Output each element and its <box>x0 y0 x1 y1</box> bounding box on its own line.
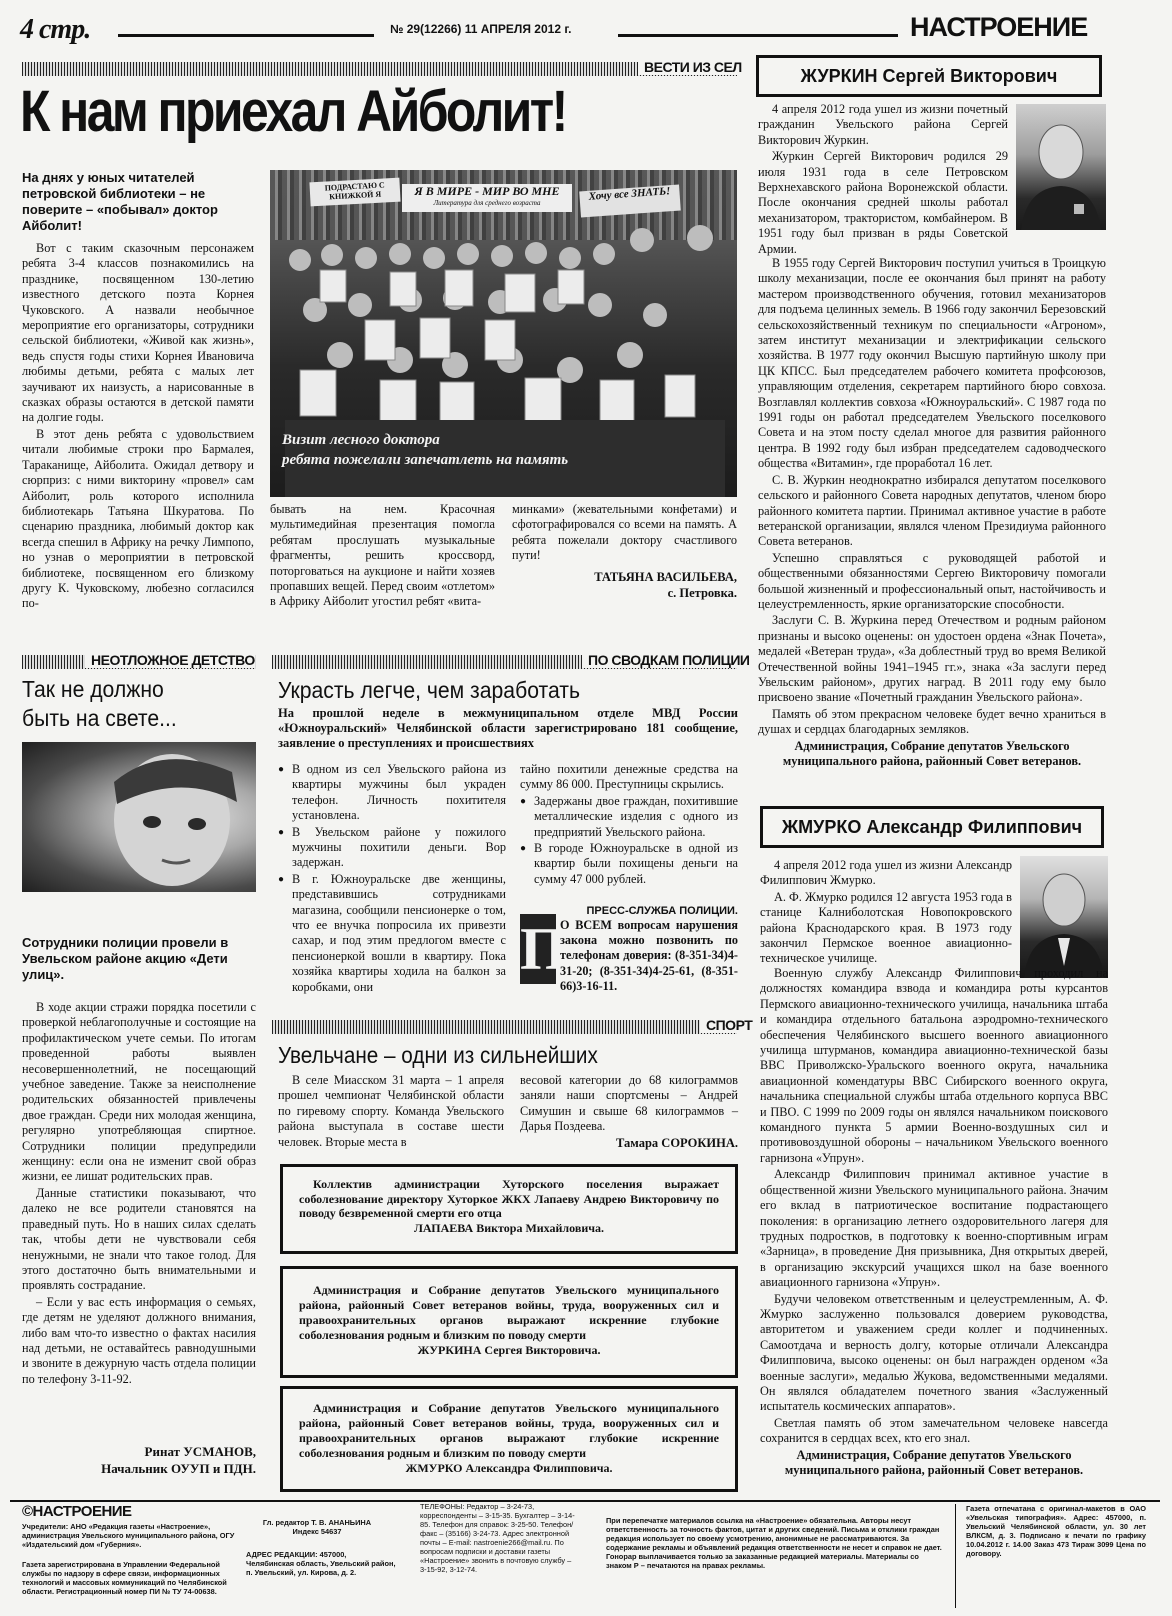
zhurkin-paragraph: Успешно справляться с руководящей работой и общественными обязанностями Сергею Викторовичу помогали большой жизненный и профессиональный опыт, настойчивость и целеустремленность, яркие организаторские способности. <box>758 550 1106 611</box>
issue-info: № 29(12266) 11 АПРЕЛЯ 2012 г. <box>390 22 572 36</box>
aibolit-col3 <box>512 502 737 565</box>
sport-author: Тамара СОРОКИНА. <box>616 1136 738 1150</box>
police-item: ● В г. Южноуральске две женщины, представившись сотрудниками магазина, сообщили пенсионерке о том, что ее внучка попросила их привезти сахар, и под этим предлогом вместе с пенсионеркой вошли в квартиру. Пока хозяйка квартиры ходила на балкон за коробками, они <box>278 872 506 995</box>
photo-banner-main: Я В МИРЕ - МИР ВО МНЕ <box>414 184 560 198</box>
sport-col2 <box>520 1073 738 1136</box>
aibolit-paragraph: В этот день ребята с удовольствием читали любимые строки про Бармалея, Тараканище, Айболита. Ожидал детвору и сюрприз: с ними викторину «провел» сам Айболит, роль которого исполнила библиотекарь Татьяна Шкуратова. По сценарию праздника, любимый доктор как всегда спешил в Африку на речку Лимпопо, но узнав о мероприятии в петровской библиотеке, посвященном его близкому другу К. Чуковскому, любезно согласился по- <box>22 426 254 611</box>
zhurkin-signature: Администрация, Собрание депутатов Увельского муниципального района, районный Совет ветеранов. <box>782 738 1082 768</box>
police-item: ● В одном из сел Увельского района из квартиры мужчины был украден телефон. Личность похитителя установлена. <box>278 762 506 824</box>
zhurkin-paragraph: С. В. Журкин неоднократно избирался депутатом поселкового сельского и районного Совета народных депутатов, членом бюро районного комитета партии. Принимал активное участие в работе ветеранской организации, являлся членом Президиума районного Совета ветеранов. <box>758 472 1106 549</box>
zhurkin-paragraph: Память об этом прекрасном человеке будет вечно храниться в душах и сердцах благодарных земляков. <box>758 706 1106 737</box>
childhood-paragraph: В ходе акции стражи порядка посетили с проверкой неблагополучные и состоящие на профилактическом учете семьи. По итогам проведенной работы выявлен несовершеннолетний, не посещающий учебное заведение. Также за неисполнение родительских обязанностей привлечены двое граждан. Среди них молодая женщина, регулярно употребляющая спиртное. Сотрудники полиции предупредили женщину: если она не изменит свой образ жизни, ее лишат родительских прав. <box>22 1000 256 1184</box>
police-col-left <box>278 762 506 996</box>
sport-title: Увельчане – одни из сильнейших <box>278 1042 598 1068</box>
aibolit-col1 <box>22 241 254 613</box>
zhurkin-silhouette <box>1016 104 1106 230</box>
footer-phones: ТЕЛЕФОНЫ: Редактор – 3-24-73, корреспонденты – 3-15-35. Бухгалтер – 3-14-85. Телефон для справок: 3-25-50. Телефон/факс – (35166) 3-24-73. Адрес электронной почты – E-mail: nastroenie266@mail.ru. По вопросам подписки и доставки газеты «Настроение» звонить в почтовую службу – 3-15-92, 3-12-74. <box>420 1502 575 1574</box>
condolence-text: Коллектив администрации Хуторского поселения выражает соболезнование директору Хуторкое ЖКХ Лапаеву Андрею Викторовичу по поводу безвременной смерти его отца <box>299 1177 719 1220</box>
condolence-name: ЛАПАЕВА Виктора Михайловича. <box>413 1220 605 1235</box>
childhood-paragraph: – Если у вас есть информация о семьях, где детям не уделяют должного внимания, либо вам что-то известно о фактах насилия над детьми, не оставайтесь равнодушными и звоните в дежурную часть отдела полиции по телефону 3-11-92. <box>22 1294 256 1386</box>
zhmurko-paragraph: Светлая память об этом замечательном человеке навсегда сохранится в сердцах всех, кто его знал. <box>760 1415 1108 1446</box>
condolence-box-zhmurko <box>280 1386 738 1492</box>
footer-divider <box>955 1504 956 1608</box>
footer-address: АДРЕС РЕДАКЦИИ: 457000, Челябинская область, Увельский район, п. Увельский, ул. Кирова, д. 2. <box>246 1550 396 1577</box>
police-drop-cap: П <box>520 916 567 982</box>
condolence-box-lapaev <box>280 1164 738 1254</box>
zhurkin-text-top <box>758 102 1008 258</box>
footer-rule <box>10 1500 1160 1502</box>
zhurkin-portrait <box>1016 104 1106 230</box>
newspaper-title: НАСТРОЕНИЕ <box>910 12 1088 42</box>
footer-founders: Учредители: АНО «Редакция газеты «Настроение», администрация Увельского муниципального района, ОГУ «Издательский дом «Губерния». <box>22 1522 235 1549</box>
police-title: Украсть легче, чем заработать <box>278 677 580 703</box>
aibolit-col2 <box>270 502 495 611</box>
zhmurko-name: ЖМУРКО Александр Филиппович <box>781 817 1083 837</box>
zhmurko-portrait <box>1020 856 1108 978</box>
police-continued: тайно похитили денежные средства на сумму 86 000. Преступницы скрылись. <box>520 762 738 792</box>
footer-print-info: Газета отпечатана с оригинал-макетов в ОАО «Увельская типография». Адрес: 457000, п. Увельский Челябинской области, ул. 30 лет ВЛКСМ, д. 3. Подписано к печати по графику 10.04.2012 г. 14.00 Заказ 473 Тираж 3099 Цена по договору. <box>966 1504 1146 1558</box>
police-item: ● Задержаны двое граждан, похитившие металлические изделия с одного из предприятий Увельского района. <box>520 794 738 840</box>
zhurkin-paragraph: 4 апреля 2012 года ушел из жизни почетный гражданин Увельского района Сергей Викторович Журкин. <box>758 102 1008 147</box>
aibolit-paragraph: минками» (жевательными конфетами) и сфотографировался со всеми на память. А ребята пожелали доктору счастливого пути! <box>512 502 737 563</box>
police-item: ● В городе Южноуральске в одной из квартир были похищены деньги на сумму 47 000 рублей. <box>520 841 738 887</box>
rubric-bar-sport <box>272 1020 737 1034</box>
photo-banner-sub: Литература для среднего возраста <box>433 199 541 207</box>
police-lead: На прошлой неделе в межмуниципальном отделе МВД России «Южноуральский» Челябинской области зарегистрировано 181 сообщение, заявление о преступлениях и происшествиях <box>278 706 738 750</box>
childhood-text <box>22 1000 256 1388</box>
zhurkin-paragraph: В 1955 году Сергей Викторович поступил учиться в Троицкую школу механизации, после ее окончания был принят на работу мастером производственного обучения, готовил механизаторов для подъема целинных земель. В 1966 году закончил Березовский сельскохозяйственный техникум по специальности «Агроном», затем институт механизации и электрификации сельского хозяйства. В 1977 году окончил Высшую партийную школу при ЦК КПСС. Был председателем рабочего комитета профсоюзов, управляющим отделения, секретарем партийного бюро совхоза. Возглавлял коллектив совхоза «Южноуральский». С 1987 года по 1991 годы он работал председателем Увельского поселкового Совета и на этом посту сделал многое для развития районного центра. В 1992 году был избран председателем садоводческого общества «Витамин», где проработал 16 лет. <box>758 256 1106 471</box>
rubric-neotlozhnoe-detstvo: НЕОТЛОЖНОЕ ДЕТСТВО <box>85 652 255 668</box>
page-number: 4 стр. <box>20 14 91 45</box>
zhurkin-name: ЖУРКИН Сергей Викторович <box>800 66 1058 86</box>
sport-paragraph: весовой категории до 68 килограммов заняли наши спортсмены – Андрей Симушин и свыше 68 килограммов – Дарья Поздеева. <box>520 1073 738 1134</box>
police-col-right <box>520 762 738 888</box>
footer-registration: Газета зарегистрирована в Управлении Федеральной службы по надзору в сфере связи, информационных технологий и массовых коммуникаций по Челябинской области. Регистрационный номер ПИ № ТУ 74-00638. <box>22 1560 227 1596</box>
sport-col1 <box>278 1073 504 1151</box>
condolence-box-zhurkin <box>280 1266 738 1378</box>
police-list-right <box>520 794 738 887</box>
rubric-po-svodkam-politsii: ПО СВОДКАМ ПОЛИЦИИ <box>582 652 749 668</box>
childhood-author-role: Начальник ОУУП и ПДН. <box>101 1461 256 1476</box>
photo-banner: Хочу все ЗНАТЬ! <box>579 185 681 218</box>
aibolit-paragraph: Вот с таким сказочным персонажем ребята 3-4 классов познакомились на празднике, посвященном 130-летию известного детского поэта Корнея Чуковского. А назвали необычное мероприятие его организаторы, сотрудники сельской библиотеки, «Живой как жизнь», ведь спустя годы стихи Корнея Ивановича любимы детьми, ребята с малых лет заучивают их наизусть, а нарисованные в сказках образы остаются в детской памяти на долгие годы. <box>22 241 254 425</box>
photo-caption-line2: ребята пожелали запечатлеть на память <box>282 452 569 468</box>
zhmurko-paragraph: Военную службу Александр Филиппович проходил на должностях командира взвода и командира роты курсантов Пермского авиационно-технического училища, начальника штаба и командира отдельного батальона аэродромно-технического обеспечения Челябинского высшего военного авиационного училища штурманов, командира авиационно-технической базы ВВС Приволжско-Уральского военного округа, начальника авиационной комендатуры ВВС Сибирского военного округа, начальника специальной службы штаба отдельного корпуса ВВС и ПВО. С 1999 по 2009 годы он являлся начальником поискового командного пункта 5 армии Военно-воздушных сил и противовоздушной обороны – начальником Увельского военного гарнизона «Упрун». <box>760 966 1108 1165</box>
childhood-author: Ринат УСМАНОВ, <box>144 1444 256 1459</box>
police-item: ● В Увельском районе у пожилого мужчины похитили деньги. Вор задержан. <box>278 825 506 871</box>
aibolit-author-place: с. Петровка. <box>667 586 737 600</box>
footer-logo: ©НАСТРОЕНИЕ <box>22 1503 132 1520</box>
zhmurko-paragraph: 4 апреля 2012 года ушел из жизни Александр Филиппович Жмурко. <box>760 858 1012 888</box>
zhurkin-text-bottom <box>758 256 1106 770</box>
aibolit-lead: На днях у юных читателей петровской библиотеки – не поверите – «побывал» доктор Айболит! <box>22 170 218 233</box>
aibolit-title: К нам приехал Айболит! <box>20 79 566 144</box>
sport-paragraph: В селе Миасском 31 марта – 1 апреля прошел чемпионат Челябинской области по гиревому спорту. Команда Увельского района выступала в составе шести человек. Вторые места в <box>278 1073 504 1149</box>
police-list-left <box>278 762 506 995</box>
condolence-text: Администрация и Собрание депутатов Увельского муниципального района, районный Совет ветеранов войны, труда, вооруженных сил и правоохранительных органов выражают глубокие искренние соболезнования родным и близким по поводу смерти <box>299 1401 719 1460</box>
condolence-name: ЖМУРКО Александра Филипповича. <box>405 1461 613 1475</box>
zhmurko-paragraph: Александр Филиппович принимал активное участие в общественной жизни Увельского муниципального района. Значим его вклад в патриотическое воспитание подрастающего поколения: в организацию летнего оздоровительного лагеря для трудных подростков, в подготовку к военно-спортивным играм «Зарница», в проведение Дня призывника, Дня открытых дверей, в организацию экскурсий учащихся школ на базе военного авиационного гарнизона «Упрун». <box>760 1167 1108 1290</box>
photo-caption-line1: Визит лесного доктора <box>282 432 440 448</box>
childhood-paragraph: Данные статистики показывают, что далеко не все родители становятся на праведный путь. Но в наших силах сделать так, чтобы дети не чувствовали себя ненужными, не знали что такое голод. Для этого достаточно быть внимательными и проявлять сострадание. <box>22 1185 256 1293</box>
footer-notes: При перепечатке материалов ссылка на «Настроение» обязательна. Авторы несут ответственность за точность фактов, цитат и других сведений. Письма и отклики граждан редакция использует по своему усмотрению, анонимные не рассматриваются. За содержание рекламы и объявлений редакция ответственности не несет и справок не дает. Гонорар выплачивается только за заказанные редакцией материалы. Материалы со знаком Р – печатаются на правах рекламы. <box>606 1516 942 1570</box>
child-photo <box>22 742 256 892</box>
photo-banner: ПОДРАСТАЮ С КНИЖКОЙ Я <box>309 178 400 207</box>
zhmurko-paragraph: Будучи человеком ответственным и целеустремленным, А. Ф. Жмурко заслуженно пользовался доверием руководства, авторитетом и уважением среди коллег и подчиненных. Самоотдача и верность долгу, которые отличали Александра Филипповича, высоко оценены: он был награжден орденом «За военные заслуги», медалью Жукова, ведомственными медалями. Он являлся обладателем почетного звания «Заслуженный испытатель космических аппаратов». <box>760 1291 1108 1414</box>
zhurkin-paragraph: Заслуги С. В. Журкина перед Отечеством и родным районом признаны и высоко оценены: он удостоен ордена «Знак Почета», медалей «Ветеран труда», «За доблестный труд во время Великой Отечественной войны 1941–1945 гг.», знака «За заслуги перед Увельским районом», других наград. В 2011 году ему было присвоено звание «Почетный гражданин Увельского района». <box>758 613 1106 705</box>
zhmurko-text-top <box>760 858 1012 968</box>
childhood-title: Так не должно быть на свете... <box>22 676 177 731</box>
condolence-text: Администрация и Собрание депутатов Увельского муниципального района, районный Совет ветеранов войны, труда, вооруженных сил и правоохранительных органов выражают искренние глубокие соболезнования родным и близким по поводу смерти <box>299 1283 719 1342</box>
childhood-lead: Сотрудники полиции провели в Увельском районе акцию «Дети улиц». <box>22 935 229 982</box>
library-children-photo <box>270 170 737 497</box>
rubric-vesti-iz-sel: ВЕСТИ ИЗ СЕЛ <box>638 59 742 75</box>
zhurkin-name-box <box>756 55 1102 97</box>
rubric-sport: СПОРТ <box>700 1017 752 1033</box>
zhurkin-paragraph: Журкин Сергей Викторович родился 29 июля 1931 года в селе Петровском Верхнехавского района Воронежской области. После окончания средней школы работал механизатором, трактористом, комбайнером. В 1951 году был призван в ряды Советской Армии. <box>758 149 1008 256</box>
footer-editor: Гл. редактор Т. В. АНАНЬИНА Индекс 54637 <box>262 1518 372 1536</box>
police-trust-phones: О ВСЕМ вопросам нарушения закона можно позвонить по телефонам доверия: (8-351-34)4-31-20; (8-351-34)4-25-61, (8-351-66)3-16-11. <box>560 918 738 993</box>
zhmurko-silhouette <box>1020 856 1108 978</box>
header-rule-right <box>618 34 898 37</box>
zhmurko-paragraph: А. Ф. Жмурко родился 12 августа 1953 года в станице Калниболотская Новопокровского района Краснодарского края. В 1973 году закончил Пермское военное авиационно-техническое училище. <box>760 889 1012 966</box>
zhmurko-name-box <box>760 806 1104 848</box>
rubric-bar-vesti <box>22 62 737 76</box>
header-rule-left <box>118 34 374 37</box>
police-press-service: ПРЕСС-СЛУЖБА ПОЛИЦИИ. <box>586 905 738 917</box>
aibolit-author: ТАТЬЯНА ВАСИЛЬЕВА, <box>594 570 737 584</box>
condolence-name: ЖУРКИНА Сергея Викторовича. <box>417 1343 601 1357</box>
zhmurko-signature: Администрация, Собрание депутатов Увельского муниципального района, районный Совет ветеранов. <box>784 1447 1084 1477</box>
child-face <box>22 742 256 892</box>
zhmurko-text-bottom <box>760 966 1108 1479</box>
aibolit-paragraph: бывать на нем. Красочная мультимедийная презентация помогла ребятам прослушать музыкальные фрагменты, решить кроссворд, поторговаться на аукционе и найти хозяев пропавших вещей. Перед своим «отлетом» в Африку Айболит угостил ребят «вита- <box>270 502 495 609</box>
